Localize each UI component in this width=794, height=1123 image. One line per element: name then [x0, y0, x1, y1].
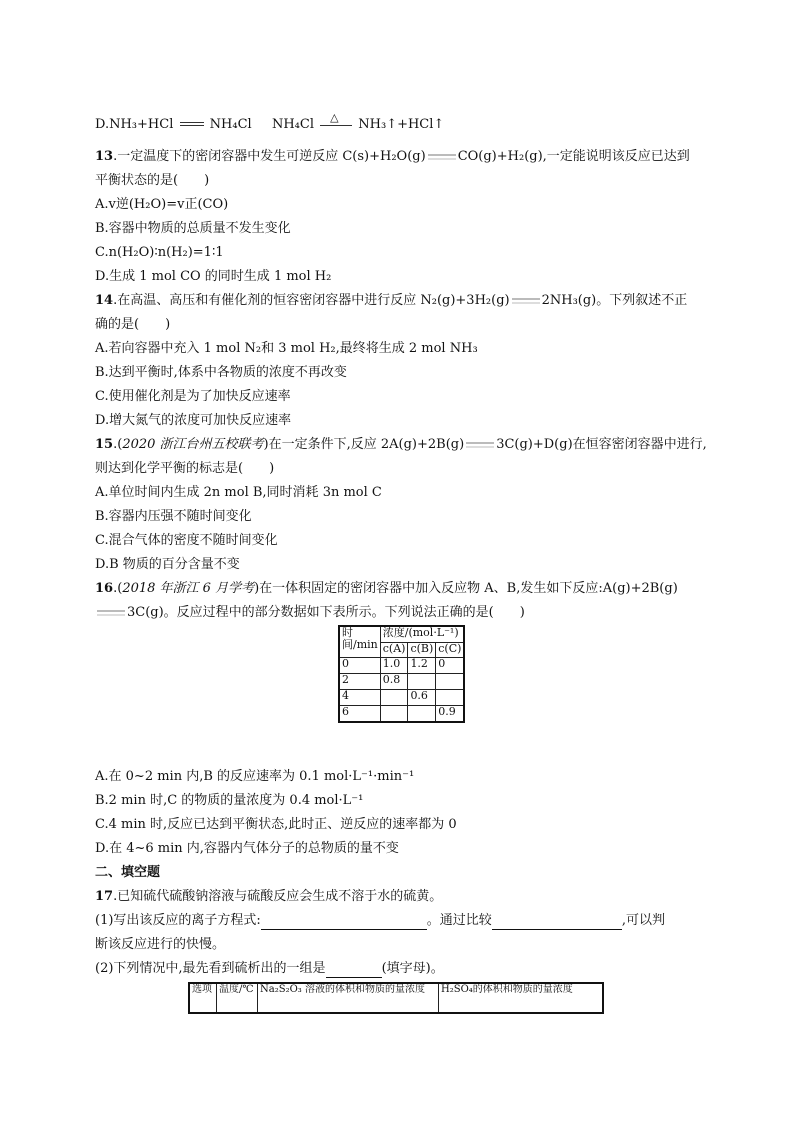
q17-part2: (2)下列情况中,最先看到硫析出的一组是 (填字母)。: [95, 961, 444, 976]
table-col-ca: c(A): [380, 642, 408, 657]
answer-blank-compare[interactable]: [492, 915, 622, 930]
q17-part1-cont: 断该反应进行的快慢。: [95, 937, 226, 952]
table-header-temperature: 温度/℃: [217, 983, 258, 1013]
table-header-time: 时间/min: [339, 626, 380, 658]
q13-option-a: A.v逆(H₂O)=v正(CO): [95, 197, 229, 212]
reversible-arrow-icon: [97, 608, 125, 618]
q15-stem-cont: 则达到化学平衡的标志是( ): [95, 461, 275, 476]
reversible-arrow-icon: [512, 296, 540, 306]
answer-blank-equation[interactable]: [261, 915, 427, 930]
q15-option-b: B.容器内压强不随时间变化: [95, 509, 252, 524]
q15-option-a: A.单位时间内生成 2n mol B,同时消耗 3n mol C: [95, 485, 382, 500]
q13-stem: 13.一定温度下的密闭容器中发生可逆反应 C(s)+H₂O(g) CO(g)+H₂(g),一定能说明该反应已达到: [95, 149, 690, 164]
q13-option-c: C.n(H₂O)∶n(H₂)=1∶1: [95, 245, 224, 260]
q16-option-d: D.在 4~6 min 内,容器内气体分子的总物质的量不变: [95, 841, 399, 856]
q16-option-c: C.4 min 时,反应已达到平衡状态,此时正、逆反应的速率都为 0: [95, 817, 457, 832]
table-header-concentration: 浓度/(mol·L⁻¹): [380, 626, 464, 642]
q16-data-table: [338, 625, 465, 723]
q14-option-c: C.使用催化剂是为了加快反应速率: [95, 389, 291, 404]
q13-option-d: D.生成 1 mol CO 的同时生成 1 mol H₂: [95, 269, 332, 284]
q17-options-table: [188, 982, 604, 1014]
answer-blank-choice[interactable]: [326, 963, 382, 978]
table-row: 0 1.0 1.2 0: [339, 658, 464, 674]
q14-stem: 14.在高温、高压和有催化剂的恒容密闭容器中进行反应 N₂(g)+3H₂(g) 2NH₃(g)。下列叙述不正: [95, 293, 688, 308]
q17-part1: (1)写出该反应的离子方程式: 。通过比较 ,可以判: [95, 913, 665, 928]
table-header-na2s2o3: Na₂S₂O₃ 溶液的体积和物质的量浓度: [258, 983, 439, 1013]
equal-sign-icon: [180, 120, 204, 130]
q17-stem: 17.已知硫代硫酸钠溶液与硫酸反应会生成不溶于水的硫黄。: [95, 889, 443, 904]
table-row: 6 0.9: [339, 706, 464, 722]
q16-option-a: A.在 0~2 min 内,B 的反应速率为 0.1 mol·L⁻¹·min⁻¹: [95, 769, 415, 784]
q12-option-d: D.NH₃+HCl NH₄Cl NH₄Cl △ NH₃↑+HCl↑: [95, 110, 445, 132]
q15-option-c: C.混合气体的密度不随时间变化: [95, 533, 278, 548]
q16-option-b: B.2 min 时,C 的物质的量浓度为 0.4 mol·L⁻¹: [95, 793, 364, 808]
reversible-arrow-icon: [466, 440, 494, 450]
q14-option-b: B.达到平衡时,体系中各物质的浓度不再改变: [95, 365, 347, 380]
reversible-arrow-icon: [428, 152, 456, 162]
q15-stem: 15.(2020 浙江台州五校联考)在一定条件下,反应 2A(g)+2B(g) 3C(g)+D(g)在恒容密闭容器中进行,: [95, 437, 707, 452]
table-col-cb: c(B): [408, 642, 436, 657]
q15-option-d: D.B 物质的百分含量不变: [95, 557, 240, 572]
q13-option-b: B.容器中物质的总质量不发生变化: [95, 221, 291, 236]
q16-stem: 16.(2018 年浙江 6 月学考)在一体积固定的密闭容器中加入反应物 A、B,发生如下反应:A(g)+2B(g): [95, 581, 678, 596]
section-title: 二、填空题: [95, 865, 161, 880]
q16-stem-cont: 3C(g)。反应过程中的部分数据如下表所示。下列说法正确的是( ): [95, 604, 525, 622]
q14-stem-cont: 确的是( ): [95, 317, 171, 332]
heating-arrow-icon: △: [320, 118, 352, 132]
q14-option-d: D.增大氮气的浓度可加快反应速率: [95, 413, 292, 428]
table-row: 2 0.8: [339, 674, 464, 690]
table-header-h2so4: H₂SO₄的体积和物质的量浓度: [439, 983, 604, 1013]
q13-stem-cont: 平衡状态的是( ): [95, 173, 210, 188]
q14-option-a: A.若向容器中充入 1 mol N₂和 3 mol H₂,最终将生成 2 mol NH₃: [95, 341, 478, 356]
table-row: 4 0.6: [339, 690, 464, 706]
table-header-option: 选项: [189, 983, 217, 1013]
table-col-cc: c(C): [436, 642, 465, 657]
